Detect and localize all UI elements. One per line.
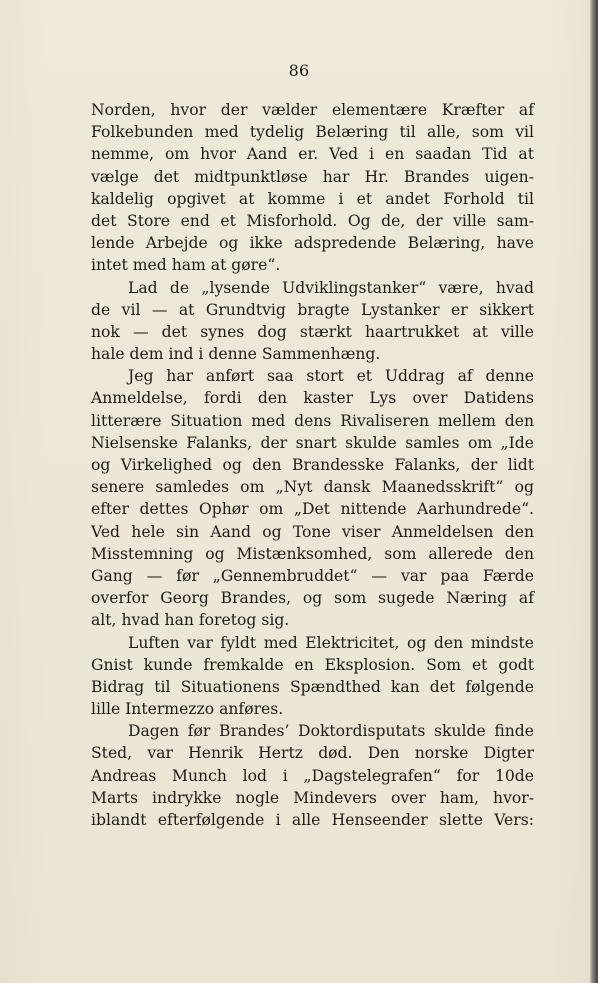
text-line: Marts indrykke nogle Mindevers over ham, hvor- [91, 788, 534, 807]
text-line: Gang — før „Gennembruddet“ — var paa Færde [91, 566, 534, 585]
text-line: Gnist kunde fremkalde en Eksplosion. Som et godt [91, 655, 534, 674]
page-edge-shadow [590, 0, 598, 983]
text-line: iblandt efterfølgende i alle Henseender slette Vers: [91, 811, 534, 829]
text-line: de vil — at Grundtvig bragte Lystanker er sikkert [91, 300, 534, 319]
paragraph-start-line: Jeg har anført saa stort et Uddrag af denne [128, 367, 534, 386]
text-line: nok — det synes dog stærkt haartrukket at ville [91, 322, 534, 341]
text-line: og Virkelighed og den Brandesske Falanks, der lidt [91, 456, 534, 474]
text-line: overfor Georg Brandes, og som sugede Næring af [91, 589, 534, 608]
text-line: efter dettes Ophør om „Det nittende Aarhundrede“. [91, 500, 534, 519]
text-line: lille Intermezzo anføres. [91, 700, 284, 719]
text-line: Folkebunden med tydelig Belæring til alle, som vil [91, 123, 534, 142]
paragraph-start-line: Luften var fyldt med Elektricitet, og den mindste [128, 633, 534, 652]
text-line: Sted, var Henrik Hertz død. Den norske Digter [91, 744, 534, 763]
text-line: hale dem ind i denne Sammenhæng. [91, 345, 381, 364]
text-line: Bidrag til Situationens Spændthed kan det følgende [91, 677, 534, 696]
text-line: det Store end et Misforhold. Og de, der ville sam- [91, 211, 534, 230]
page-number: 86 [288, 61, 310, 80]
paragraph-start-line: Lad de „lysende Udviklingstanker“ være, hvad [128, 278, 534, 297]
text-line: senere samledes om „Nyt dansk Maanedsskrift“ og [91, 478, 534, 497]
text-line: intet med ham at gøre“. [91, 256, 281, 275]
paragraph-start-line: Dagen før Brandes’ Doktordisputats skulde finde [128, 722, 534, 741]
text-line: Andreas Munch lod i „Dagstelegrafen“ for 10de [91, 766, 534, 785]
text-line: alt, hvad han foretog sig. [91, 611, 290, 630]
text-line: litterære Situation med dens Rivaliseren mellem den [91, 411, 534, 430]
text-line: nemme, om hvor Aand er. Ved i en saadan Tid at [91, 145, 534, 164]
text-line: Anmeldelse, fordi den kaster Lys over Datidens [91, 389, 534, 408]
text-line: lende Arbejde og ikke adspredende Belæring, have [91, 234, 534, 253]
text-line: Misstemning og Mistænksomhed, som allerede den [91, 544, 534, 563]
text-line: kaldelig opgivet at komme i et andet Forhold til [91, 189, 534, 208]
text-line: vælge det midtpunktløse har Hr. Brandes uigen- [91, 167, 534, 186]
text-line: Norden, hvor der vælder elementære Kræfter af [91, 101, 534, 119]
text-line: Ved hele sin Aand og Tone viser Anmeldelsen den [91, 522, 534, 541]
text-line: Nielsenske Falanks, der snart skulde samles om „Ide [91, 433, 534, 452]
body-text [91, 99, 534, 831]
